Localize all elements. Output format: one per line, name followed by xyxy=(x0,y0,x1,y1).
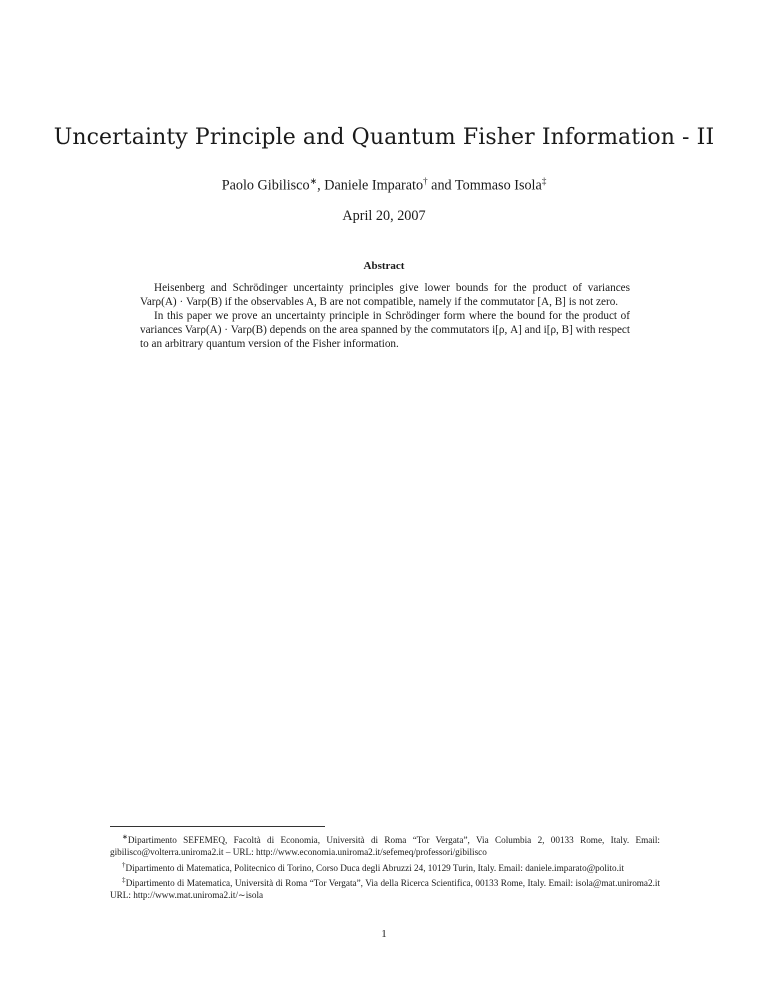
author-line xyxy=(0,176,768,195)
footnote-mark: ∗ xyxy=(309,176,318,186)
footnote xyxy=(110,859,660,874)
paper-date: April 20, 2007 xyxy=(342,208,426,224)
footnote xyxy=(110,874,660,902)
footnote-mark: ‡ xyxy=(122,876,126,885)
footnote-text: Dipartimento di Matematica, Politecnico di Torino, Corso Duca degli Abruzzi 24, 10129 Turin, Italy. Email: daniele.imparato@polito.it xyxy=(125,862,624,873)
footnote-text: Dipartimento di Matematica, Università di Roma “Tor Vergata”, Via della Ricerca Scientifica, 00133 Rome, Italy. Email: isola@mat.uniroma2.it URL: http://www.mat.uniroma2.it/∼isola xyxy=(110,878,661,901)
abstract-heading: Abstract xyxy=(363,260,405,272)
footnote-mark: † xyxy=(122,860,126,869)
page-number: 1 xyxy=(381,928,387,940)
footnote-mark: ∗ xyxy=(122,833,128,841)
paper-title: Uncertainty Principle and Quantum Fisher Information - II xyxy=(53,125,715,150)
author-name: Daniele Imparato xyxy=(324,177,424,194)
footnote-mark: ‡ xyxy=(541,176,547,186)
footnote-divider xyxy=(110,826,325,827)
abstract-paragraph: In this paper we prove an uncertainty principle in Schrödinger form where the bound for the product of variances Varρ(A) · Varρ(B) depends on the area spanned by the commutators i[ρ, A] and i[ρ, B] with respect to an arbitrary quantum version of the Fisher information. xyxy=(140,310,630,351)
footnotes xyxy=(110,831,660,902)
author-name: Tommaso Isola xyxy=(454,177,542,194)
footnote-mark: † xyxy=(423,176,428,186)
author-separator: and xyxy=(427,177,455,194)
author-separator: , xyxy=(317,177,325,194)
abstract-paragraph: Heisenberg and Schrödinger uncertainty principles give lower bounds for the product of variances Varρ(A) · Varρ(B) if the observables A, B are not compatible, namely if the commutator [A, B] is not zero. xyxy=(140,282,630,309)
footnote-text: Dipartimento SEFEMEQ, Facoltà di Economia, Università di Roma “Tor Vergata”, Via Columbia 2, 00133 Rome, Italy. Email: gibilisco@volterra.uniroma2.it – URL: http://www.economia.uniroma2.it/sefemeq/professori/gibilisco xyxy=(110,835,660,858)
author-name: Paolo Gibilisco xyxy=(221,177,310,194)
footnote xyxy=(110,831,660,859)
abstract-body xyxy=(140,281,630,351)
